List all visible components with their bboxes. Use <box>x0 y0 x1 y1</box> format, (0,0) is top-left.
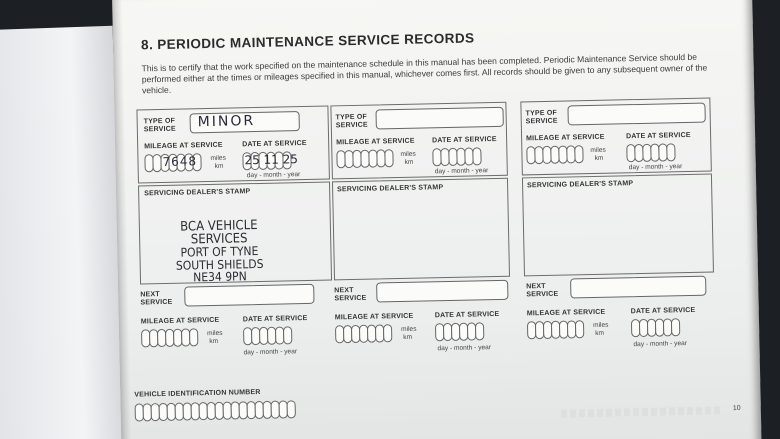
next-km-unit-2: km <box>403 333 413 341</box>
dealer-stamp-label: SERVICING DEALER'S STAMP <box>144 188 251 198</box>
date-label-3: DATE AT SERVICE <box>626 131 691 141</box>
type-of-service-field-2[interactable] <box>375 107 503 130</box>
mileage-label-2: MILEAGE AT SERVICE <box>336 137 415 147</box>
mileage-cells-3[interactable] <box>526 145 582 164</box>
next-service-label-3: NEXT SERVICE <box>526 282 559 299</box>
mileage-label: MILEAGE AT SERVICE <box>144 141 223 151</box>
next-miles-unit: miles <box>207 329 223 338</box>
km-unit: km <box>214 162 224 170</box>
km-unit-3: km <box>594 154 604 162</box>
dealer-stamp-label-2: SERVICING DEALER'S STAMP <box>337 184 444 194</box>
type-of-service-label-3: TYPE OF SERVICE <box>525 109 558 126</box>
dealer-stamp-label-3: SERVICING DEALER'S STAMP <box>527 180 634 190</box>
next-date-format-hint: day - month - year <box>243 348 298 357</box>
next-service-field-2[interactable] <box>376 280 508 303</box>
vin-label: VEHICLE IDENTIFICATION NUMBER <box>134 388 261 399</box>
next-km-unit-3: km <box>595 329 605 337</box>
miles-unit: miles <box>210 154 226 162</box>
intro-text: This is to certify that the work specified on the maintenance schedule in this manual has been completed. Periodic Maintenance Service should be performed either at the times or mileages specified in this manual, whichever comes first. All records should be given to any subsequent owner of the vehicle. <box>141 51 708 96</box>
mileage-cells-2[interactable] <box>336 149 392 168</box>
miles-unit-2: miles <box>400 150 416 158</box>
type-of-service-label: TYPE OF SERVICE <box>143 117 176 134</box>
date-label: DATE AT SERVICE <box>242 139 307 149</box>
date-label-2: DATE AT SERVICE <box>432 135 497 145</box>
next-date-label: DATE AT SERVICE <box>242 314 308 324</box>
next-service-label: NEXT SERVICE <box>140 291 173 307</box>
stamp-line-1: BCA VEHICLE SERVICES <box>180 218 258 247</box>
next-km-unit: km <box>209 337 219 346</box>
next-date-label-3: DATE AT SERVICE <box>630 306 696 316</box>
left-page-edge <box>0 26 127 439</box>
date-format-hint: day - month - year <box>246 171 301 180</box>
next-date-cells-2[interactable] <box>435 322 483 341</box>
dealer-stamp-box-1 <box>138 181 332 284</box>
service-card-1 <box>136 105 330 183</box>
date-cells-2[interactable] <box>432 147 480 166</box>
next-date-label-2: DATE AT SERVICE <box>434 310 500 320</box>
miles-unit-3: miles <box>590 146 606 155</box>
mileage-value: 7648 <box>162 154 198 169</box>
stamp-line-3: SOUTH SHIELDS <box>175 256 264 273</box>
next-mileage-label: MILEAGE AT SERVICE <box>140 316 220 326</box>
next-date-format-hint-2: day - month - year <box>437 344 492 353</box>
next-service-field[interactable] <box>184 284 314 307</box>
page-number: 10 <box>732 404 741 413</box>
next-mileage-cells[interactable] <box>141 328 197 347</box>
date-format-hint-3: day - month - year <box>628 163 683 172</box>
faint-barcode-strip <box>561 406 721 417</box>
type-of-service-value: MINOR <box>197 113 256 131</box>
manual-page <box>112 0 762 439</box>
dealer-stamp <box>154 219 285 284</box>
service-card-3 <box>520 97 712 175</box>
next-mileage-cells-3[interactable] <box>527 320 583 339</box>
km-unit-2: km <box>404 158 414 166</box>
stamp-line-4: NE34 9PN <box>193 269 247 285</box>
mileage-label-3: MILEAGE AT SERVICE <box>526 133 605 143</box>
next-mileage-label-3: MILEAGE AT SERVICE <box>526 308 606 318</box>
type-of-service-label-2: TYPE OF SERVICE <box>335 113 368 130</box>
dealer-stamp-box-2 <box>332 178 510 281</box>
next-mileage-label-2: MILEAGE AT SERVICE <box>334 312 414 322</box>
service-card-2 <box>330 102 508 180</box>
next-date-cells[interactable] <box>243 326 291 345</box>
type-of-service-field-3[interactable] <box>567 103 705 126</box>
date-value: 25 11 25 <box>244 152 299 168</box>
next-date-format-hint-3: day - month - year <box>633 340 688 349</box>
date-format-hint-2: day - month - year <box>434 167 489 176</box>
next-miles-unit-3: miles <box>592 321 609 329</box>
next-service-label-2: NEXT SERVICE <box>334 287 367 303</box>
section-title: 8. PERIODIC MAINTENANCE SERVICE RECORDS <box>140 30 475 53</box>
next-miles-unit-2: miles <box>401 325 417 334</box>
dealer-stamp-box-3 <box>522 173 714 276</box>
vin-cells[interactable] <box>135 400 295 421</box>
next-mileage-cells-2[interactable] <box>335 324 391 343</box>
next-date-cells-3[interactable] <box>631 318 679 337</box>
date-cells-3[interactable] <box>626 143 674 162</box>
next-service-field-3[interactable] <box>570 276 706 299</box>
stamp-line-2: PORT OF TYNE <box>180 243 259 260</box>
